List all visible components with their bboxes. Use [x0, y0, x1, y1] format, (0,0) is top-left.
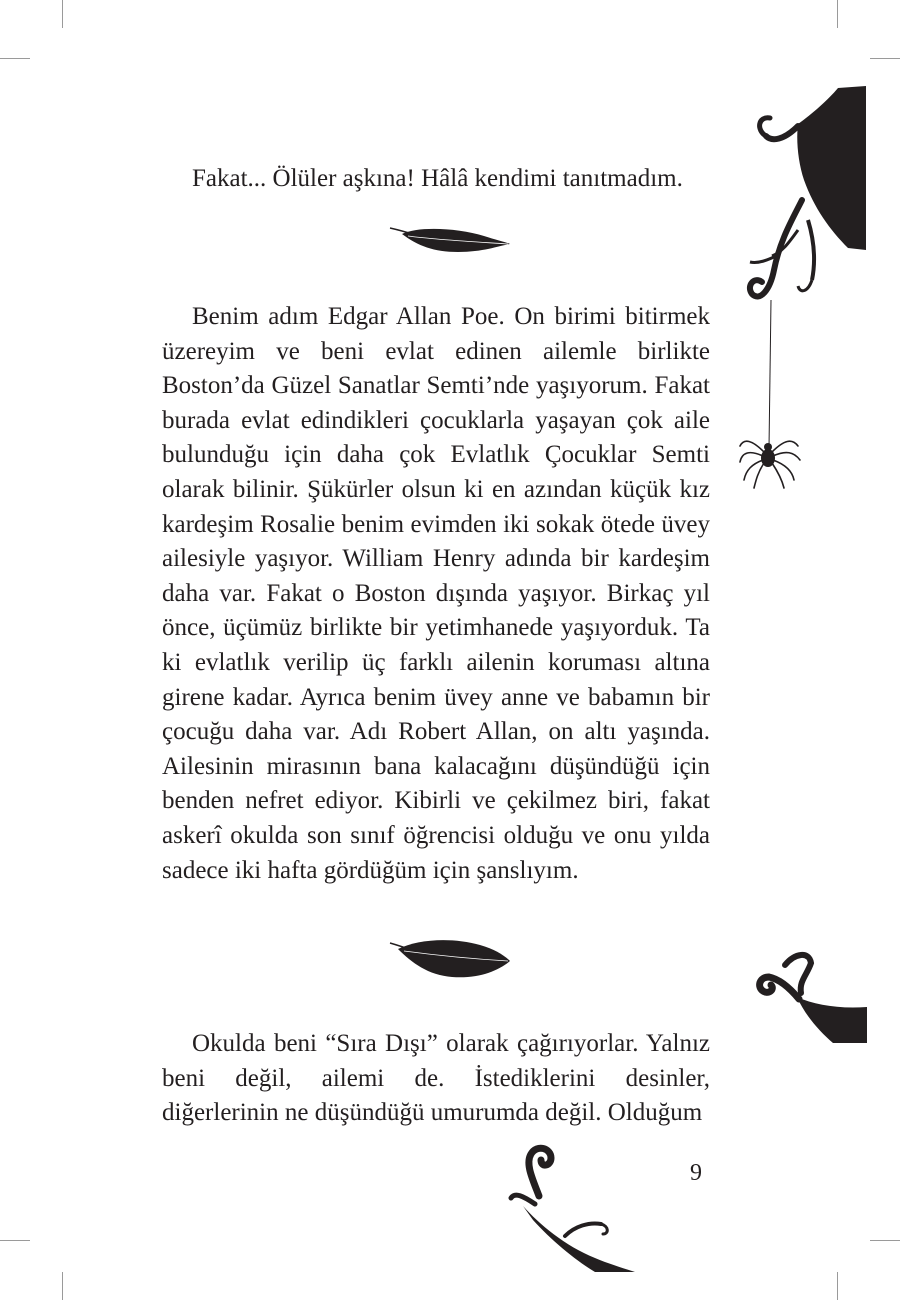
intro-paragraph-block — [162, 162, 710, 197]
main-paragraph-block — [162, 300, 710, 888]
spider-icon — [738, 300, 804, 490]
vine-ornament-icon — [738, 80, 870, 310]
crop-mark — [837, 0, 838, 28]
crop-mark — [62, 0, 63, 28]
page-number: 9 — [690, 1160, 702, 1186]
crop-mark — [837, 1272, 838, 1300]
crop-mark — [870, 58, 900, 59]
crop-mark — [0, 1240, 30, 1241]
crop-mark — [62, 1272, 63, 1300]
main-paragraph: Benim adım Edgar Allan Poe. On birimi bitirmek üzereyim ve beni evlat edinen ailemle birlikte Boston’da Güzel Sanatlar Semti’nde yaşıyorum. Fakat burada evlat edindikleri çocuklarla yaşayan çok aile bulunduğu için daha çok Evlatlık Çocuklar Semti olarak bilinir. Şükürler olsun ki en azından küçük kız kardeşim Rosalie benim evimden iki sokak ötede üvey ailesiyle yaşıyor. William Henry adında bir kardeşim daha var. Fakat o Boston dışında yaşıyor. Birkaç yıl önce, üçümüz birlikte bir yetimhanede yaşıyorduk. Ta ki evlatlık verilip üç farklı ailenin koruması altına girene kadar. Ayrıca benim üvey anne ve babamın bir çocuğu daha var. Adı Robert Allan, on altı yaşında. Ailesinin mirasının bana kalacağını düşündüğü için benden nefret ediyor. Kibirli ve çekilmez biri, fakat askerî okulda son sınıf öğrencisi olduğu ve onu yılda sadece iki hafta gördüğüm için şanslıyım. — [162, 303, 710, 884]
vine-ornament-icon — [755, 945, 870, 1050]
vine-ornament-icon — [505, 1140, 640, 1275]
crop-mark — [870, 1240, 900, 1241]
feather-icon — [388, 935, 512, 983]
closing-paragraph: Okulda beni “Sıra Dışı” olarak çağırıyorlar. Yalnız beni değil, ailemi de. İstediklerini desinler, diğerlerinin ne düşündüğü umurumda değil. Olduğum — [162, 1030, 710, 1127]
crop-mark — [0, 58, 30, 59]
intro-paragraph: Fakat... Ölüler aşkına! Hâlâ kendimi tanıtmadım. — [192, 165, 683, 192]
feather-icon — [388, 222, 512, 262]
closing-paragraph-block — [162, 1027, 710, 1131]
